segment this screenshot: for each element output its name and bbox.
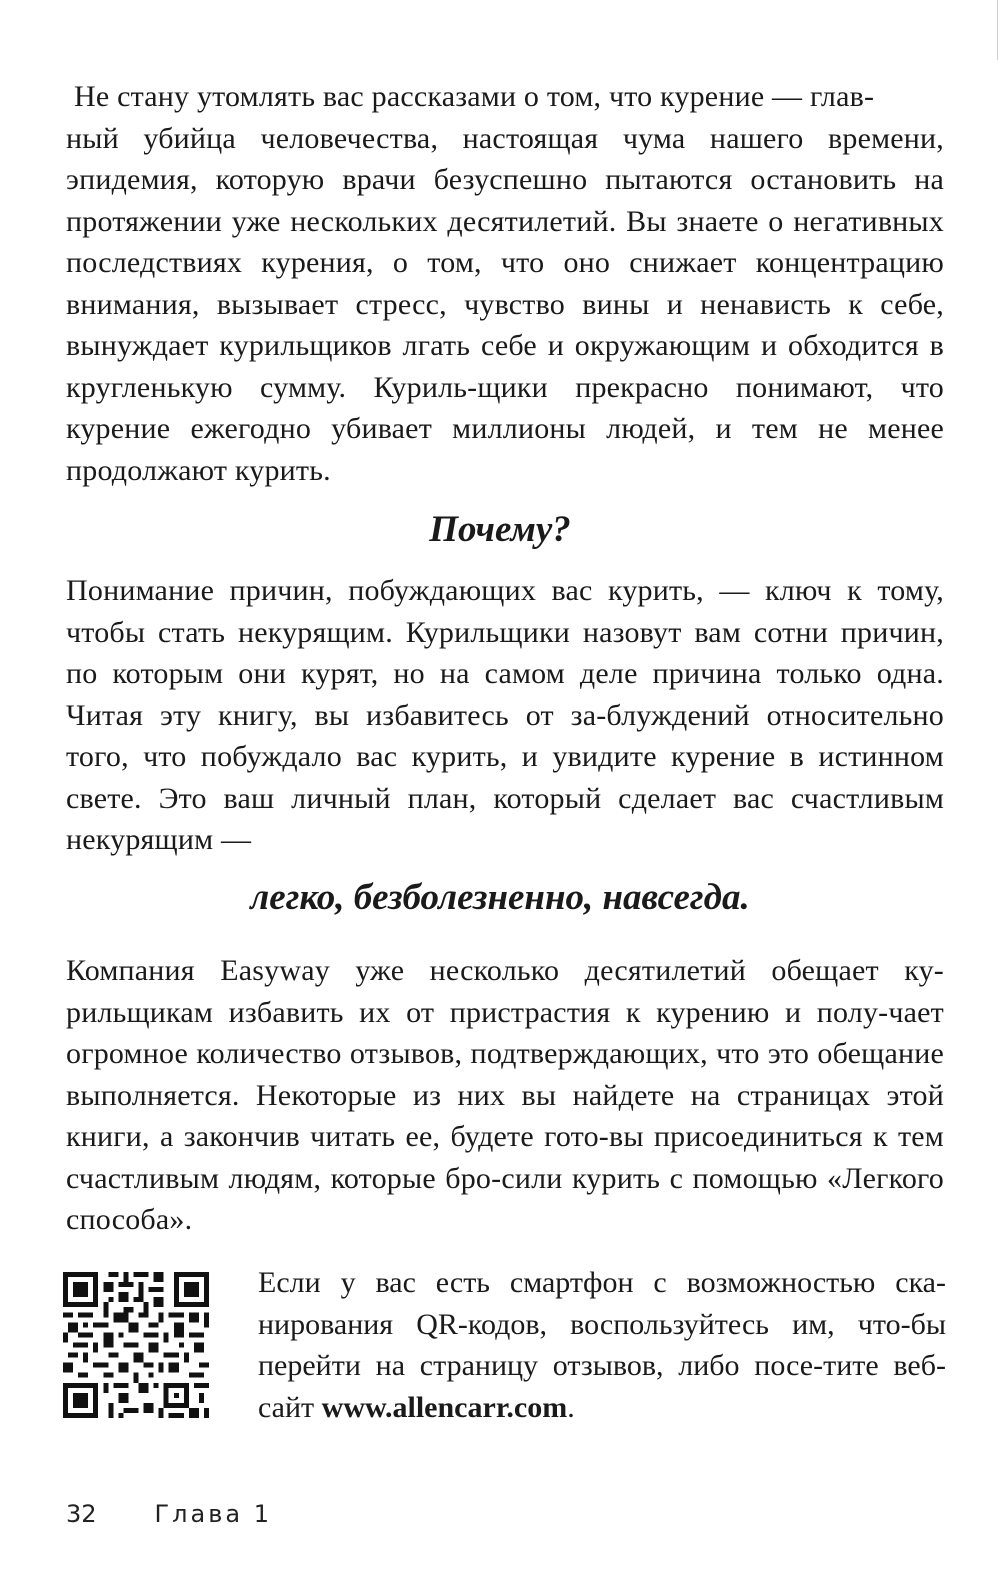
paragraph-intro [66,76,944,491]
website-link[interactable]: www.allencarr.com [321,1390,568,1424]
paragraph-reasons: Понимание причин, побуждающих вас курить, — ключ к тому, чтобы стать некурящим. Курильщики назовут вам сотни причин, по которым они курят, но на самом деле причина только одна. Читая эту книгу, вы избавитесь от за-блуждений относительно того, что побуждало вас курить, и увидите курение в истинном свете. Это ваш личный план, который сделает вас счастливым некурящим — [66,574,944,856]
paragraph-easyway: Компания Easyway уже несколько десятилетий обещает ку-рильщикам избавить их от пристрастия к курению и полу-чает огромное количество отзывов, подтверждающих, что это обещание выполняется. Некоторые из них вы найдете на страницах этой книги, а закончив читать ее, будете гото-вы присоединиться к тем счастливым людям, которые бро-сили курить с помощью «Легкого способа». [66,954,944,1236]
qr-instructions [258,1262,946,1428]
page-number: 32 [66,1500,97,1528]
paragraph-intro-first-line: Не стану утомлять вас рассказами о том, что курение — глав- [74,80,875,113]
heading-why: Почему? [429,509,571,550]
qr-instructions-text: Если у вас есть смартфон с возможностью ска-нирования QR-кодов, воспользуйтесь им, что-бы перейти на страницу отзывов, либо посе-тите веб-сайт [258,1266,946,1424]
qr-code-icon[interactable] [63,1272,209,1418]
page-footer [66,1500,272,1528]
paragraph-intro-body: ный убийца человечества, настоящая чума нашего времени, эпидемия, которую врачи безуспешно пытаются остановить на протяжении уже нескольких десятилетий. Вы знаете о негативных последствиях курения, о том, что оно снижает концентрацию внимания, вызывает стресс, чувство вины и ненависть к себе, вынуждает курильщиков лгать себе и окружающим и обходится в кругленькую сумму. Куриль-щики прекрасно понимают, что курение ежегодно убивает миллионы людей, и тем не менее продолжают курить. [66,121,944,487]
slogan-heading: легко, безболезненно, навсегда. [250,877,750,918]
qr-instructions-tail: . [567,1390,575,1424]
chapter-label: Глава 1 [154,1500,272,1528]
page-edge-divider [997,0,998,60]
